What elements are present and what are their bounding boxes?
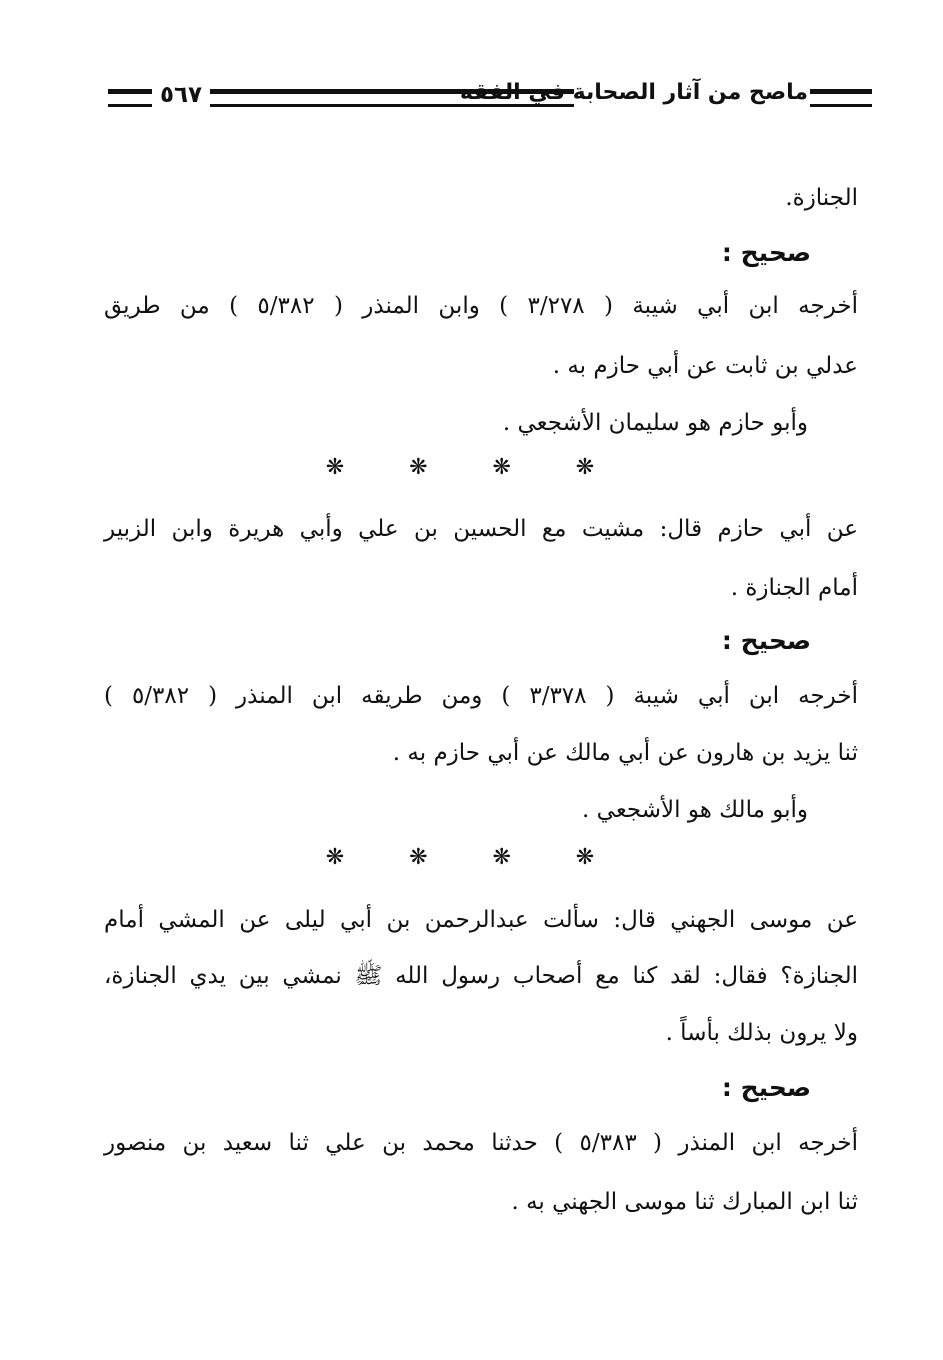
- star-icon: ❋: [325, 455, 345, 480]
- text-line-1: الجنازة.: [785, 185, 858, 211]
- text-line-14: ثنا ابن المبارك ثنا موسى الجهني به .: [511, 1189, 858, 1215]
- grade-heading-1: صحيح :: [721, 238, 811, 267]
- grade-heading-2: صحيح :: [721, 626, 811, 655]
- text-line-7: أخرجه ابن أبي شيبة ( ٣/٣٧٨ ) ومن طريقه ابن المنذر ( ٥/٣٨٢ ): [104, 683, 858, 709]
- separator-stars-1: [320, 455, 600, 481]
- star-icon: ❋: [409, 455, 428, 480]
- text-line-6: أمام الجنازة .: [730, 575, 858, 601]
- text-line-12: ولا يرون بذلك بأساً .: [665, 1020, 858, 1046]
- text-line-4: وأبو حازم هو سليمان الأشجعي .: [502, 410, 808, 436]
- text-line-13: أخرجه ابن المنذر ( ٥/٣٨٣ ) حدثنا محمد بن علي ثنا سعيد بن منصور: [104, 1130, 859, 1156]
- star-icon: ❋: [575, 845, 595, 870]
- star-icon: ❋: [325, 845, 345, 870]
- text-line-11: الجنازة؟ فقال: لقد كنا مع أصحاب رسول الله ﷺ نمشي بين يدي الجنازة،: [104, 963, 858, 989]
- text-line-8: ثنا يزيد بن هارون عن أبي مالك عن أبي حازم به .: [392, 740, 858, 766]
- text-line-5: عن أبي حازم قال: مشيت مع الحسين بن علي وأبي هريرة وابن الزبير: [104, 516, 858, 542]
- star-icon: ❋: [492, 845, 511, 870]
- header-rule-right: [810, 89, 872, 107]
- header-rule-left: [108, 89, 152, 107]
- star-icon: ❋: [492, 455, 511, 480]
- star-icon: ❋: [409, 845, 428, 870]
- page-header: [104, 80, 872, 116]
- star-icon: ❋: [575, 455, 595, 480]
- running-title: ماصح من آثار الصحابة في الفقه: [459, 80, 808, 105]
- text-line-2: أخرجه ابن أبي شيبة ( ٣/٢٧٨ ) وابن المنذر ( ٥/٣٨٢ ) من طريق: [104, 293, 858, 319]
- separator-stars-2: [320, 845, 600, 871]
- page-number: ٥٦٧: [159, 82, 203, 108]
- text-line-9: وأبو مالك هو الأشجعي .: [582, 797, 808, 823]
- grade-heading-3: صحيح :: [721, 1073, 811, 1102]
- text-line-10: عن موسى الجهني قال: سألت عبدالرحمن بن أبي ليلى عن المشي أمام: [104, 907, 858, 933]
- text-line-3: عدلي بن ثابت عن أبي حازم به .: [552, 353, 858, 379]
